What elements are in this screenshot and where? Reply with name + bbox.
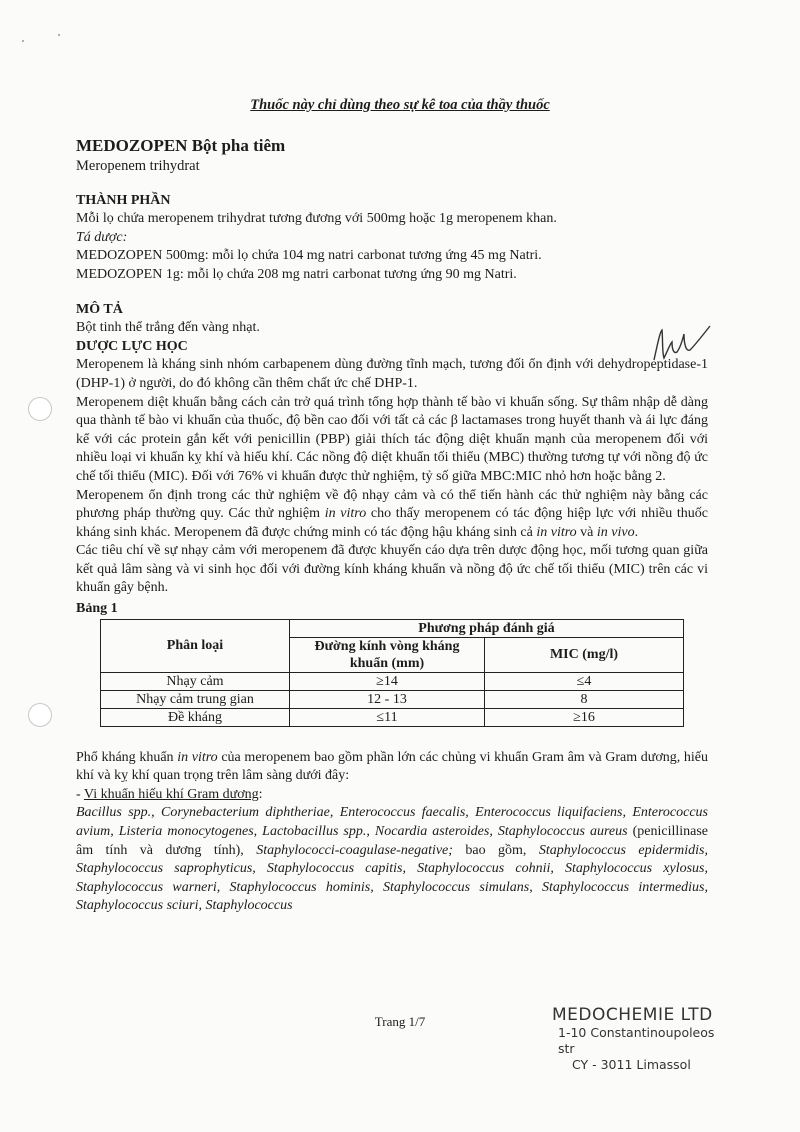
company-address: CY - 3011 Limassol [572, 1057, 691, 1072]
paragraph: Meropenem là kháng sinh nhóm carbapenem dùng đường tĩnh mạch, tương đối ổn định với dehydropeptidase-1 (DHP-1) ở người, do đó không cần thêm chất ức chế DHP-1. [76, 357, 708, 391]
table-cell: ≤11 [290, 708, 485, 726]
section-heading-composition: THÀNH PHẦN [76, 192, 171, 208]
page-number: Trang 1/7 [374, 1014, 426, 1029]
composition-line: Mỗi lọ chứa meropenem trihydrat tương đương với 500mg hoặc 1g meropenem khan. [76, 211, 557, 227]
paragraph: Meropenem diệt khuẩn bằng cách cản trở quá trình tổng hợp thành tế bào vi khuẩn sống. Sự thâm nhập dễ dàng qua thành tế bào vi khuẩn của thuốc, độ bền cao đối với tất cả các β lactamases trong huyết thanh và ái lực đáng kể với các protein gắn kết với penicillin (PBP) giải thích tác động diệt khuẩn mạnh của meropenem đối với nhiều loại vi khuẩn kỵ khí và hiếu khí. Các nồng độ diệt khuẩn tối thiểu (MBC) thường tương tự với nồng độ ức chế tối thiểu (MIC). Đối với 76% vi khuẩn được thử nghiệm, tỷ số giữa MBC:MIC nhỏ hơn hoặc bằng 2. [76, 394, 708, 484]
scan-speck [58, 34, 60, 36]
punch-hole [28, 703, 52, 727]
excipients-label: Tá dược: [76, 229, 128, 245]
company-address: 1-10 Constantinoupoleos str [558, 1025, 715, 1056]
table-cell: ≤4 [485, 672, 684, 690]
paragraph: Các tiêu chí về sự nhạy cảm với meropenem đã được khuyến cáo dựa trên dược động học, mối tương quan giữa kết quả lâm sàng và vi sinh học đối với đường kính kháng khuẩn và nồng độ ức chế tối thiểu (MIC) trên các vi khuẩn gây bệnh. [76, 543, 708, 596]
product-subtitle: Meropenem trihydrat [76, 158, 200, 174]
company-stamp [552, 1005, 732, 1073]
table-header: Phân loại [101, 619, 290, 672]
product-title: MEDOZOPEN Bột pha tiêm [76, 136, 286, 155]
paragraph: Meropenem ổn định trong các thử nghiệm về độ nhạy cảm và có thể tiến hành các thử nghiệm này bằng các phương pháp thường quy. Các thử nghiệm in vitro cho thấy meropenem có tác động hiệp lực với nhiều thuốc kháng sinh khác. Meropenem đã được chứng minh có tác động hậu kháng sinh cả in vitro và in vivo. [76, 487, 708, 540]
table-cell: 8 [485, 690, 684, 708]
composition-line: MEDOZOPEN 1g: mỗi lọ chứa 208 mg natri carbonat tương ứng 90 mg Natri. [76, 266, 517, 282]
susceptibility-table [100, 619, 684, 727]
table-cell: Đề kháng [101, 708, 290, 726]
table-cell: ≥14 [290, 672, 485, 690]
company-name: MEDOCHEMIE LTD [552, 1005, 713, 1025]
section-heading-description: MÔ TẢ [76, 301, 123, 317]
table-row [101, 708, 684, 726]
description-text: Bột tinh thể trắng đến vàng nhạt. [76, 320, 260, 336]
organism-list: Bacillus spp., Corynebacterium diphtheriae, Enterococcus faecalis, Enterococcus liquifaciens, Enterococcus avium, Listeria monocytogenes, Lactobacillus spp., Nocardia asteroides, Staphylococcus aureus (penicillinase âm tính và dương tính), Staphylococci-coagulase-negative; bao gồm, Staphylococcus epidermidis, Staphylococcus saprophyticus, Staphylococcus capitis, Staphylococcus cohnii, Staphylococcus xylosus, Staphylococcus warneri, Staphylococcus hominis, Staphylococcus simulans, Staphylococcus intermedius, Staphylococcus sciuri, Staphylococcus [76, 805, 709, 914]
prescription-note: Thuốc này chỉ dùng theo sự kê toa của thầy thuốc [250, 97, 550, 113]
table-header: Phương pháp đánh giá [290, 619, 684, 637]
table-cell: ≥16 [485, 708, 684, 726]
table-cell: 12 - 13 [290, 690, 485, 708]
table-row [101, 690, 684, 708]
punch-hole [28, 397, 52, 421]
table-label: Bảng 1 [76, 601, 118, 617]
section-heading-pharmacodynamics: DƯỢC LỰC HỌC [76, 338, 188, 354]
document-body [76, 135, 708, 916]
table-header: MIC (mg/l) [485, 637, 684, 672]
table-cell: Nhạy cảm trung gian [101, 690, 290, 708]
subheading-gram-positive: - Vi khuẩn hiếu khí Gram dương: [76, 786, 263, 802]
table-cell: Nhạy cảm [101, 672, 290, 690]
table-header: Đường kính vòng kháng khuẩn (mm) [290, 637, 485, 672]
composition-line: MEDOZOPEN 500mg: mỗi lọ chứa 104 mg natri carbonat tương ứng 45 mg Natri. [76, 248, 542, 264]
scan-speck [22, 40, 24, 42]
paragraph: Phổ kháng khuẩn in vitro của meropenem bao gồm phần lớn các chủng vi khuẩn Gram âm và Gram dương, hiếu khí và kỵ khí quan trọng trên lâm sàng dưới đây: [76, 749, 709, 784]
table-row [101, 672, 684, 690]
